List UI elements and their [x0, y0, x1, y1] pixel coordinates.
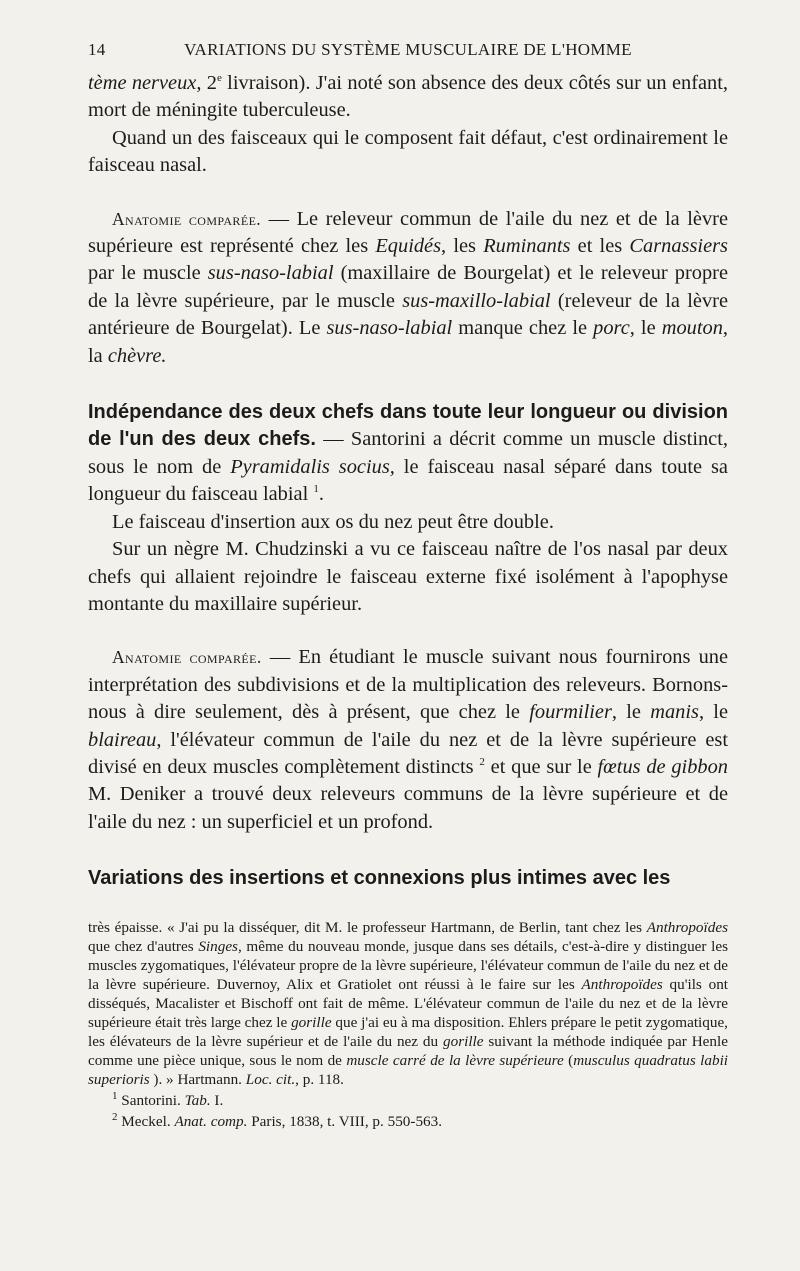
footnote-2: [88, 1112, 728, 1131]
paragraph-continuation: [88, 70, 728, 125]
main-text: [88, 70, 728, 893]
italic-text: musculus quadratus labii superioris: [88, 1052, 729, 1088]
paragraph-comparative-anatomy-1: [88, 206, 728, 370]
italic-text: Carnassiers: [629, 235, 728, 258]
italic-text: Tab.: [184, 1092, 211, 1109]
text-run: par le muscle: [88, 262, 208, 285]
footnote-mark: 1: [112, 1089, 118, 1102]
italic-text: Anat. comp.: [174, 1113, 248, 1130]
text-run: (releveur de la lèvre antérieure de Bourgelat). Le: [88, 289, 729, 340]
text-run: Santorini.: [117, 1092, 185, 1109]
paragraph-nasal-bundle: Quand un des faisceaux qui le composent fait défaut, c'est ordinairement le faisceau nasal.: [88, 126, 728, 177]
text-run: , le: [698, 701, 728, 724]
text-run: , l'élévateur commun de l'aile du nez et de la lèvre supérieure est divisé en deux muscles complètement distincts: [88, 728, 728, 778]
italic-text: fœtus de gibbon: [597, 755, 729, 778]
text-run: ). » Hartmann.: [149, 1071, 246, 1088]
text-run: livraison). J'ai noté son absence des deux côtés sur un enfant, mort de méningite tuberculeuse.: [88, 72, 728, 122]
italic-text: Equidés: [375, 235, 442, 258]
running-header: [88, 40, 728, 68]
text-run: , 2: [196, 72, 217, 94]
footnote-ref: 2: [479, 756, 485, 769]
text-run: le faisceau nasal séparé dans toute sa longueur du faisceau labial: [88, 455, 728, 506]
italic-text: manis: [650, 701, 699, 724]
text-run: .: [318, 483, 324, 506]
text-run: , même du nouveau monde, jusque dans ses détails, c'est-à-dire y distinguer les muscles zygomatiques, l'élévateur propre de la lèvre supérieure, l'élévateur commun de l'aile du nez et de la lèvre supérieure. Duvernoy, Alix et Gratiolet ont réussi à le faire sur les: [88, 938, 728, 993]
text-run: qu'ils ont disséqués, Macalister et Bischoff ont fait de même. L'élévateur commun de l'aile du nez et de la lèvre supérieure était très large chez le: [88, 976, 729, 1031]
text-run: , la: [88, 317, 729, 367]
italic-text: blaireau: [88, 728, 157, 751]
footnote-mark: 2: [112, 1110, 118, 1123]
italic-text: gorille: [443, 1033, 484, 1050]
footnote-ref: 1: [313, 483, 319, 496]
italic-text: Singes: [198, 938, 238, 955]
text-run: que j'ai eu à ma disposition. Ehlers prépare le petit zygomatique, les élévateurs de la lèvre supérieur et de l'aile du nez du: [88, 1014, 728, 1050]
text-run: Meckel.: [117, 1113, 175, 1130]
paragraph-independence: [88, 399, 728, 509]
text-run: M. Deniker a trouvé deux releveurs communs de la lèvre supérieure et de l'aile du nez : un superficiel et un profond.: [88, 783, 728, 833]
paragraph-chudzinski: Sur un nègre M. Chudzinski a vu ce faisceau naître de l'os nasal par deux chefs qui allaient rejoindre le faisceau externe fixé isolément à l'apophyse montante du maxillaire supérieur.: [88, 538, 728, 615]
text-run: (maxillaire de Bourgelat) et le releveur propre de la lèvre supérieure, par le muscle: [88, 262, 728, 312]
italic-text: sus-naso-labial: [326, 317, 453, 340]
italic-text: muscle carré de la lèvre supérieure: [346, 1052, 564, 1069]
paragraph-double-insertion: Le faisceau d'insertion aux os du nez peut être double.: [112, 510, 554, 533]
text-run: , le: [611, 701, 651, 724]
footnote-1: [88, 1091, 728, 1110]
italic-text: porc: [593, 317, 630, 340]
running-title: VARIATIONS DU SYSTÈME MUSCULAIRE DE L'HOMME: [184, 40, 632, 59]
text-run: et les: [570, 235, 630, 258]
text-run: que chez d'autres: [88, 938, 199, 955]
italic-text: Anthropoïdes: [646, 919, 728, 936]
footnotes: [88, 918, 728, 1131]
italic-text: Pyramidalis socius,: [230, 455, 395, 478]
section-heading: Indépendance des deux chefs dans toute leur longueur ou division de l'un des deux chefs.: [88, 401, 728, 451]
section-label: Anatomie comparée.: [112, 208, 262, 229]
italic-text: tème nerveux: [88, 72, 197, 94]
text-run: et que sur le: [484, 755, 598, 778]
text-run: — Santorini a décrit comme un muscle distinct, sous le nom de: [88, 428, 728, 478]
text-run: — Le releveur commun de l'aile du nez et de la lèvre supérieure est représenté chez les: [88, 207, 729, 258]
text-run: I.: [210, 1092, 224, 1109]
italic-text: gorille: [291, 1014, 332, 1031]
text-run: , p. 118.: [295, 1071, 344, 1088]
italic-text: mouton: [661, 317, 723, 340]
italic-text: Loc. cit.: [245, 1071, 296, 1088]
text-run: Paris, 1838, t. VIII, p. 550-563.: [247, 1113, 443, 1130]
text-run: très épaisse. « J'ai pu la disséquer, dit M. le professeur Hartmann, de Berlin, tant chez les: [88, 919, 647, 936]
text-run: suivant la méthode indiquée par Henle comme une pièce unique, sous le nom de: [88, 1033, 728, 1069]
page-number: 14: [88, 40, 106, 59]
paragraph-comparative-anatomy-2: [88, 644, 728, 836]
text-run: , les: [441, 235, 484, 258]
italic-text: chèvre.: [107, 344, 167, 367]
footnote-continuation: [88, 918, 728, 1089]
text-run: — En étudiant le muscle suivant nous fournirons une interprétation des subdivisions et de la multiplication des releveurs. Bornons-nous à dire seulement, dès à présent, que chez le: [88, 646, 729, 724]
text-run: , le: [629, 317, 662, 340]
italic-text: Anthropoïdes: [581, 976, 663, 993]
italic-text: sus-naso-labial: [207, 262, 334, 285]
superscript: e: [216, 72, 222, 85]
text-run: manque chez le: [452, 317, 594, 340]
section-heading: Variations des insertions et connexions plus intimes avec les: [88, 867, 671, 890]
italic-text: fourmilier: [529, 701, 612, 724]
italic-text: sus-maxillo-labial: [402, 289, 551, 312]
italic-text: Ruminants: [483, 235, 571, 258]
section-label: Anatomie comparée.: [112, 647, 262, 668]
paragraph-variations-heading: [88, 865, 728, 892]
text-run: (: [563, 1052, 574, 1069]
